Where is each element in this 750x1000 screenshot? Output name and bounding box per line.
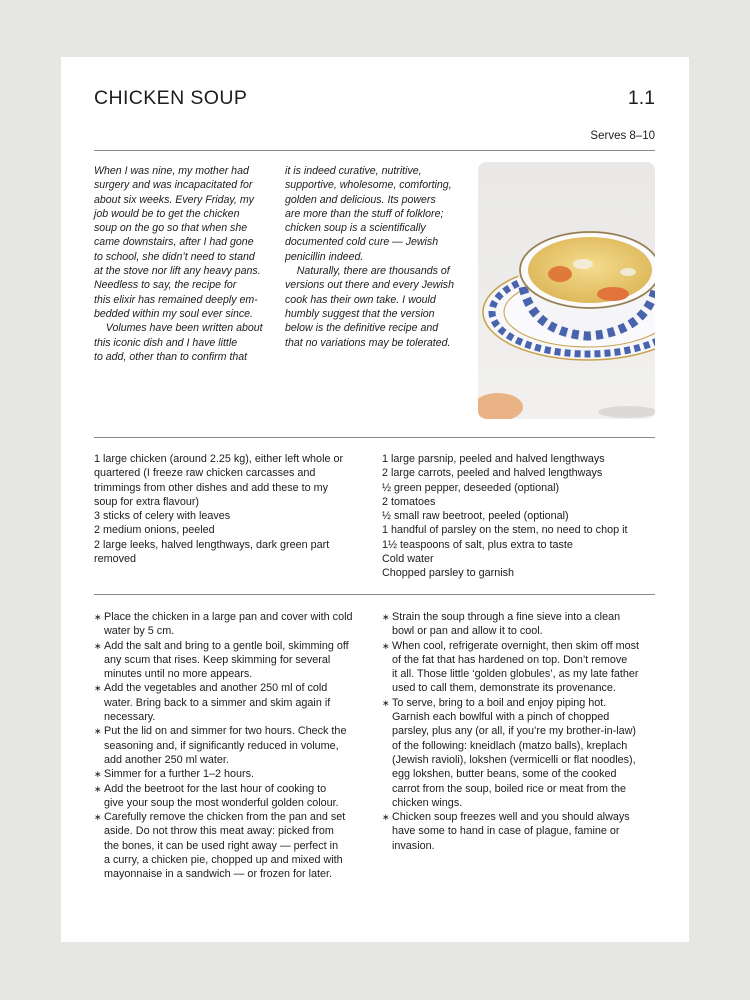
intro-line: cook has their own take. I would [285,293,436,306]
method-step-line: give your soup the most wonderful golden colour. [104,796,339,809]
ingredient-item: 2 tomatoes [382,495,436,508]
asterisk-bullet-icon: ∗ [94,812,102,823]
intro-line: this elixir has remained deeply em- [94,293,258,306]
ingredient-item: quartered (I freeze raw chicken carcasses and [94,467,316,480]
method-step-line: carrot from the soup, boiled rice or meat from the [392,782,627,795]
asterisk-bullet-icon: ∗ [382,812,390,823]
intro-line: job would be to get the chicken [94,207,240,220]
method-step-line: the bones, it can be used right away — perfect in [104,839,339,852]
intro-line: about six weeks. Every Friday, my [94,193,254,206]
intro-line: to school, she didn’t need to stand [94,250,255,263]
asterisk-bullet-icon: ∗ [382,640,390,651]
intro-column-left [94,164,274,364]
ingredient-item: 2 large leeks, halved lengthways, dark green part [94,538,330,551]
ingredient-item: removed [94,553,137,566]
asterisk-bullet-icon: ∗ [382,697,390,708]
ingredient-item: ½ green pepper, deseeded (optional) [382,481,560,494]
method-step-line: parsley, plus any (or all, if you’re my brother-in-law) [392,725,637,738]
intro-line: versions out there and every Jewish [285,279,454,292]
method-step-line: any scum that rises. Keep skimming for several [104,653,331,666]
method-step-line: To serve, bring to a boil and enjoy piping hot. [392,696,607,709]
method-step-line: Add the beetroot for the last hour of cooking to [104,782,327,795]
method-step-line: necessary. [104,711,156,724]
method-step-line: it all. Those little ‘golden globules’, as my late father [392,668,639,681]
method-step-line: a curry, a chicken pie, chopped up and mixed with [104,854,343,867]
intro-line: Needless to say, the recipe for [94,279,237,292]
method-step-line: aside. Do not throw this meat away: picked from [104,825,334,838]
method-step-line: of the following: kneidlach (matzo balls), kreplach [392,739,628,752]
intro-line: Volumes have been written about [94,322,263,335]
ingredient-item: 2 medium onions, peeled [94,524,215,537]
divider-ingredients [94,437,655,438]
method-step [94,782,352,811]
ingredients-column-right [382,452,628,581]
intro-line: soup on the go so that when she [94,222,248,235]
method-step-line: have some to hand in case of plague, famine or [392,825,620,838]
intro-line: documented cold cure — Jewish [285,236,439,249]
method-step-line: bowl or pan and allow it to cool. [392,625,543,638]
soup-bowl-photo [478,162,655,419]
method-step [382,639,639,696]
method-step-line: used to call them, demonstrate its provenance. [392,682,616,695]
intro-line: surgery and was incapacitated for [94,179,253,192]
asterisk-bullet-icon: ∗ [382,612,390,622]
intro-line: Naturally, there are thousands of [285,265,450,278]
ingredient-item: 1 large parsnip, peeled and halved lengthways [382,453,605,465]
method-step-line: Chicken soup freezes well and you should always [392,811,630,824]
ingredient-item: 3 sticks of celery with leaves [94,510,231,523]
method-step [382,810,639,853]
divider-top [94,150,655,151]
method-step-line: seasoning and, if significantly reduced in volume, [104,739,339,752]
intro-line: supportive, wholesome, comforting, [285,179,452,192]
intro-line: below is the definitive recipe and [285,322,439,335]
method-step-line: When cool, refrigerate overnight, then skim off most [392,639,640,652]
intro-line: penicillin indeed. [285,250,364,263]
asterisk-bullet-icon: ∗ [94,726,102,737]
intro-line: bedded within my soul ever since. [94,307,253,320]
ingredient-item: 2 large carrots, peeled and halved lengthways [382,467,603,480]
method-step [94,639,352,682]
intro-line: it is indeed curative, nutritive, [285,165,422,177]
method-step-line: Garnish each bowlful with a pinch of chopped [392,711,610,724]
recipe-page [61,57,689,942]
method-column-left [94,610,352,882]
intro-line: chicken soup is a scientifically [285,222,426,235]
intro-column-right [285,164,465,350]
ingredients-column-left [94,452,343,566]
method-step-line: water. Bring back to a simmer and skim again if [104,696,331,709]
asterisk-bullet-icon: ∗ [94,783,102,794]
method-step [94,724,352,767]
method-step-line: Strain the soup through a fine sieve into a clean [392,611,621,623]
method-step-line: invasion. [392,839,435,852]
method-step-line: Put the lid on and simmer for two hours. Check the [104,725,347,738]
ingredient-item: soup for extra flavour) [94,495,200,508]
method-column-right [382,610,639,853]
method-step-line: Add the vegetables and another 250 ml of cold [104,682,328,695]
intro-line: that no variations may be tolerated. [285,336,451,349]
method-step-line: Place the chicken in a large pan and cover with cold [104,611,353,623]
ingredient-item: Cold water [382,553,434,566]
ingredient-item: trimmings from other dishes and add these to my [94,481,329,494]
method-step-line: (Jewish ravioli), lokshen (vermicelli or flat noodles), [392,753,636,766]
method-step-line: chicken wings. [392,796,463,809]
ingredient-item: 1 large chicken (around 2.25 kg), either left whole or [94,453,344,465]
ingredient-item: ½ small raw beetroot, peeled (optional) [382,510,569,523]
intro-line: When I was nine, my mother had [94,165,249,177]
method-step [94,681,352,724]
ingredient-item: 1 handful of parsley on the stem, no need to chop it [382,524,628,537]
intro-line: this iconic dish and I have little [94,336,238,349]
method-step-line: Add the salt and bring to a gentle boil, skimming off [104,639,349,652]
intro-line: humbly suggest that the version [285,307,435,320]
asterisk-bullet-icon: ∗ [94,640,102,651]
intro-line: golden and delicious. Its powers [285,193,436,206]
method-step-line: add another 250 ml water. [104,753,229,766]
asterisk-bullet-icon: ∗ [94,769,102,780]
method-step-line: of the fat that has hardened on top. Don’t remove [392,653,628,666]
method-step-line: egg lokshen, butter beans, some of the cooked [392,768,617,781]
method-step [94,810,352,881]
serves-label: Serves 8–10 [590,130,655,142]
method-step-line: Carefully remove the chicken from the pan and set [104,811,346,824]
ingredient-item: 1½ teaspoons of salt, plus extra to taste [382,538,573,551]
intro-line: at the stove nor lift any heavy pans. [94,265,261,278]
method-step [94,767,352,781]
method-step-line: minutes until no more appears. [104,668,253,681]
divider-method [94,594,655,595]
intro-line: are more than the stuff of folklore; [285,207,444,220]
method-step-line: water by 5 cm. [104,625,175,638]
method-step [94,610,352,639]
page-title: CHICKEN SOUP [94,87,248,109]
asterisk-bullet-icon: ∗ [94,612,102,622]
asterisk-bullet-icon: ∗ [94,683,102,694]
intro-line: came downstairs, after I had gone [94,236,254,249]
method-step-line: Simmer for a further 1–2 hours. [104,768,255,781]
ingredient-item: Chopped parsley to garnish [382,567,515,580]
method-step [382,696,639,810]
recipe-number: 1.1 [627,87,655,109]
intro-line: to add, other than to confirm that [94,350,248,363]
method-step [382,610,639,639]
method-step-line: mayonnaise in a sandwich — or frozen for later. [104,868,333,881]
